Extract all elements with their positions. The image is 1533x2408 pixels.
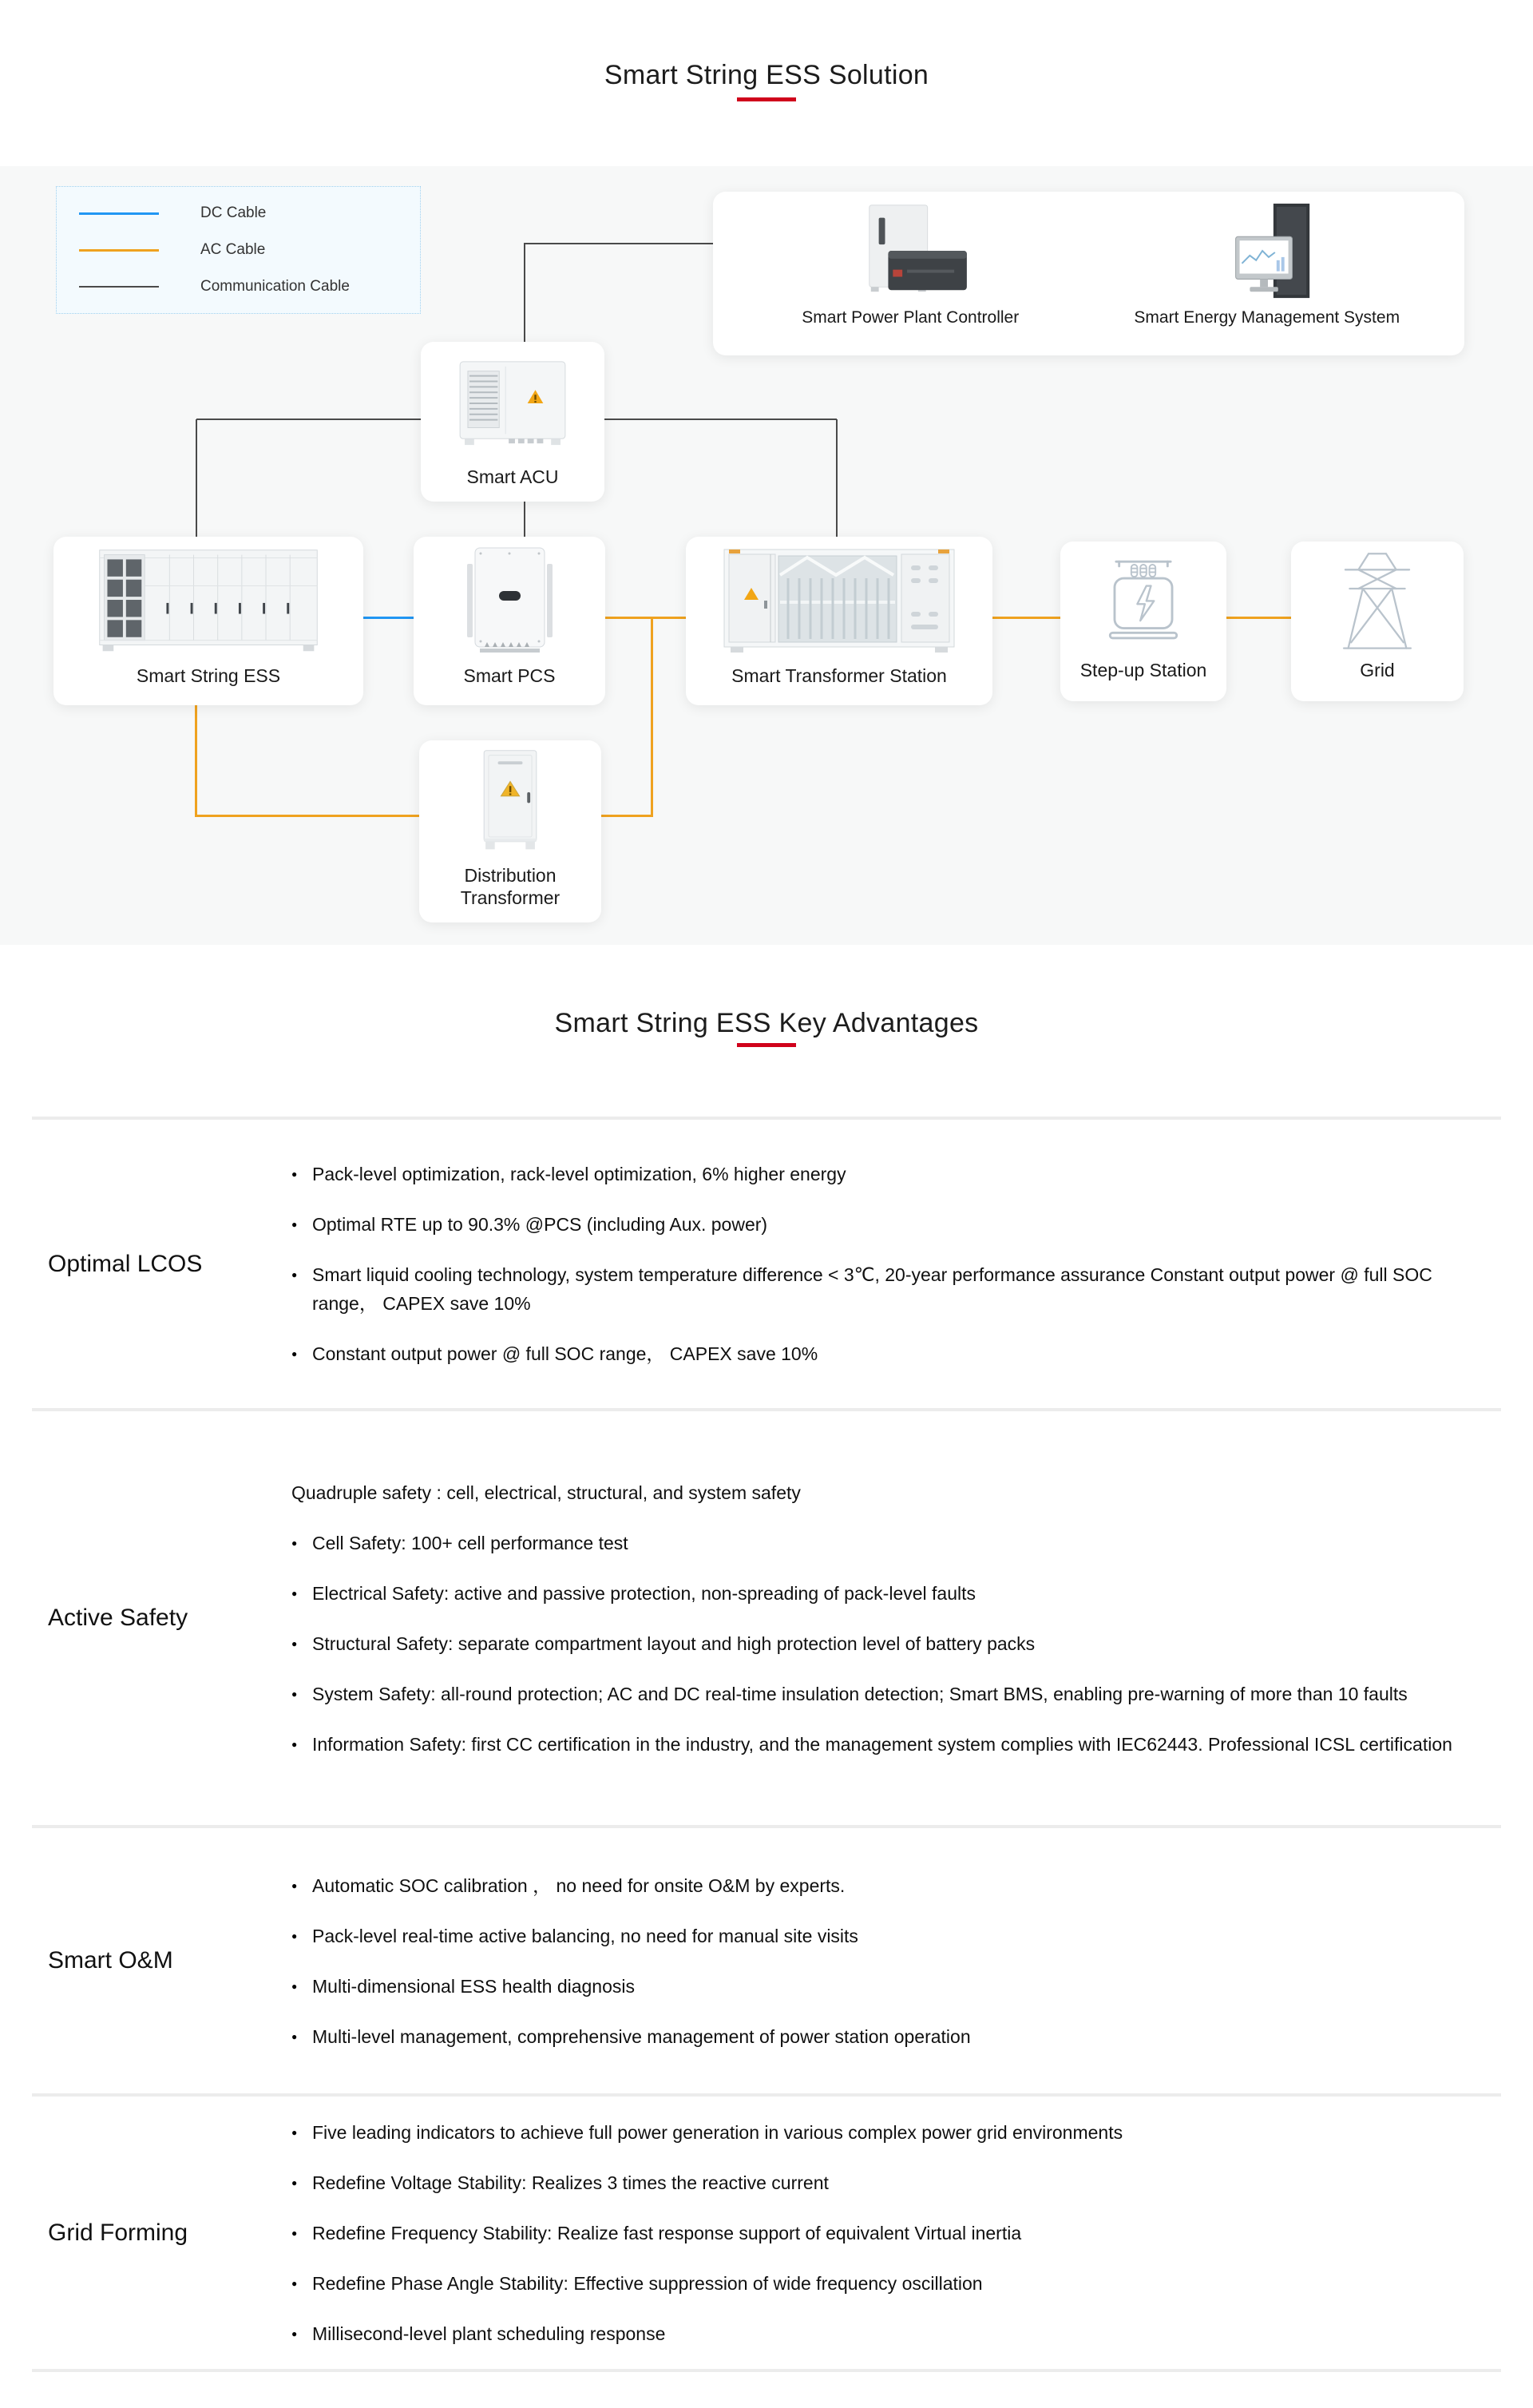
comm-cable-acu-top xyxy=(524,244,525,342)
ac-cable-to-dist-transformer xyxy=(195,815,419,817)
bullet-dot-icon: ● xyxy=(291,1879,298,1891)
bullet-item xyxy=(291,1922,1493,1950)
smart-pcs-icon xyxy=(464,545,556,657)
section-label-active-safety: Active Safety xyxy=(48,1605,188,1631)
bullet-dot-icon: ● xyxy=(291,1269,298,1280)
section-smart-om xyxy=(32,1825,1501,2093)
bullet-dot-icon: ● xyxy=(291,1168,298,1180)
card-smart-power-plant-controller xyxy=(732,200,1089,346)
advantages-title-underline xyxy=(737,1043,796,1047)
smart-string-ess-icon xyxy=(89,542,328,659)
advantages-title: Smart String ESS Key Advantages xyxy=(554,1008,979,1038)
bullet-dot-icon: ● xyxy=(291,2030,298,2042)
smart-power-plant-controller-image xyxy=(732,200,1089,303)
legend-label-dc: DC Cable xyxy=(200,204,267,221)
title-underline xyxy=(737,97,796,101)
bullet-text: Constant output power @ full SOC range， CAPEX save 10% xyxy=(312,1343,818,1364)
bullet-text: Electrical Safety: active and passive protection, non-spreading of pack-level faults xyxy=(312,1582,976,1604)
section-label-smart-om: Smart O&M xyxy=(48,1947,173,1974)
section-content-grid-forming xyxy=(291,2097,1501,2369)
section-optimal-lcos xyxy=(32,1117,1501,1408)
bullet-text: Redefine Phase Angle Stability: Effective suppression of wide frequency oscillation xyxy=(312,2272,983,2294)
bullet-text: Redefine Frequency Stability: Realize fast response support of equivalent Virtual inertia xyxy=(312,2222,1022,2243)
card-control-systems xyxy=(713,192,1464,355)
bullet-dot-icon: ● xyxy=(291,1930,298,1942)
smart-transformer-station-label: Smart Transformer Station xyxy=(731,665,947,687)
bullet-text: Millisecond-level plant scheduling response xyxy=(312,2323,666,2344)
bullet-item xyxy=(291,1579,1493,1608)
bullet-text: Optimal RTE up to 90.3% @PCS (including Aux. power) xyxy=(312,1214,768,1235)
comm-cable-acu-right xyxy=(604,419,837,420)
smart-acu-image xyxy=(421,342,604,466)
ac-cable-swatch xyxy=(79,249,159,252)
grid-label: Grid xyxy=(1360,660,1395,681)
bullet-text: Five leading indicators to achieve full power generation in various complex power grid environments xyxy=(312,2121,1123,2143)
smart-acu-label: Smart ACU xyxy=(466,466,559,488)
bullet-dot-icon: ● xyxy=(291,1587,298,1599)
bullet-text: Information Safety: first CC certification in the industry, and the management system complies with IEC62443. Professional ICSL certification xyxy=(312,1733,1452,1755)
comm-cable-to-transformer-station xyxy=(836,419,838,537)
ac-cable-dist-transformer-up xyxy=(651,618,653,817)
bullet-item xyxy=(291,2118,1493,2147)
communication-cable-swatch xyxy=(79,286,159,288)
smart-string-ess-image xyxy=(53,537,363,664)
bullet-item xyxy=(291,2168,1493,2197)
power-plant-controller-label: Smart Power Plant Controller xyxy=(802,308,1020,327)
grid-image xyxy=(1291,542,1464,659)
bullet-text: Multi-level management, comprehensive management of power station operation xyxy=(312,2025,971,2047)
section-grid-forming xyxy=(32,2093,1501,2372)
comm-cable-to-acu-left xyxy=(196,419,421,420)
bullet-item xyxy=(291,1529,1493,1557)
card-smart-transformer-station xyxy=(686,537,992,705)
card-stepup-station xyxy=(1060,542,1226,701)
bullet-item xyxy=(291,2269,1493,2298)
card-smart-acu xyxy=(421,342,604,502)
bullet-dot-icon: ● xyxy=(291,1980,298,1992)
bullet-item xyxy=(291,1339,1493,1368)
comm-cable-to-controller-card xyxy=(524,243,713,244)
bullet-item xyxy=(291,1680,1493,1708)
bullet-item xyxy=(291,1260,1493,1318)
bullet-dot-icon: ● xyxy=(291,1637,298,1649)
legend-row-comm xyxy=(79,278,420,296)
ac-cable-ess-down xyxy=(195,705,197,817)
bullet-item xyxy=(291,2219,1493,2247)
smart-pcs-image xyxy=(414,537,605,664)
dc-cable-swatch xyxy=(79,212,159,215)
bullet-dot-icon: ● xyxy=(291,2277,298,2289)
bullet-item xyxy=(291,2319,1493,2348)
bullet-text: Cell Safety: 100+ cell performance test xyxy=(312,1532,628,1553)
power-plant-controller-icon xyxy=(846,200,974,303)
card-smart-pcs xyxy=(414,537,605,705)
section-content-smart-om xyxy=(291,1828,1501,2093)
bullet-dot-icon: ● xyxy=(291,1738,298,1750)
bullet-item xyxy=(291,1629,1493,1658)
stepup-station-image xyxy=(1060,542,1226,659)
legend-label-comm: Communication Cable xyxy=(200,278,350,295)
cable-legend xyxy=(56,186,421,314)
dc-cable-ess-to-pcs xyxy=(363,617,414,619)
distribution-transformer-image xyxy=(419,740,601,864)
distribution-transformer-label: Distribution Transformer xyxy=(460,864,561,909)
legend-row-ac xyxy=(79,241,420,259)
grid-tower-icon xyxy=(1329,548,1425,653)
ems-icon xyxy=(1203,200,1331,303)
card-smart-ems xyxy=(1089,200,1446,346)
legend-row-dc xyxy=(79,204,420,222)
smart-string-ess-label: Smart String ESS xyxy=(136,665,281,687)
legend-label-ac: AC Cable xyxy=(200,241,266,258)
card-grid xyxy=(1291,542,1464,701)
bullet-item xyxy=(291,1730,1493,1759)
section-label-grid-forming: Grid Forming xyxy=(48,2219,188,2246)
section-active-safety xyxy=(32,1408,1501,1825)
ems-label: Smart Energy Management System xyxy=(1134,308,1400,327)
bullet-item xyxy=(291,2022,1493,2051)
smart-pcs-label: Smart PCS xyxy=(463,665,556,687)
advantages-table xyxy=(32,1117,1501,2372)
ac-cable-stepup-to-grid xyxy=(1226,617,1291,619)
bullet-dot-icon: ● xyxy=(291,1688,298,1700)
bullet-item xyxy=(291,1972,1493,2001)
bullet-item xyxy=(291,1210,1493,1239)
page-title: Smart String ESS Solution xyxy=(604,60,929,90)
ac-cable-ts-to-stepup xyxy=(992,617,1060,619)
bullet-text: Smart liquid cooling technology, system temperature difference < 3℃, 20-year performance assurance Constant output power @ full SOC range， CAPEX save 10% xyxy=(312,1264,1432,1314)
section-content-active-safety xyxy=(291,1411,1501,1825)
bullet-text: Redefine Voltage Stability: Realizes 3 times the reactive current xyxy=(312,2172,829,2193)
bullet-dot-icon: ● xyxy=(291,2176,298,2188)
smart-transformer-station-image xyxy=(686,537,992,664)
bullet-text: Pack-level optimization, rack-level optimization, 6% higher energy xyxy=(312,1164,846,1184)
bullet-text: Automatic SOC calibration ， no need for onsite O&M by experts. xyxy=(312,1874,846,1896)
bullet-text: Multi-dimensional ESS health diagnosis xyxy=(312,1975,635,1997)
bullet-text: Structural Safety: separate compartment layout and high protection level of battery packs xyxy=(312,1632,1036,1654)
card-distribution-transformer xyxy=(419,740,601,922)
bullet-dot-icon: ● xyxy=(291,2126,298,2138)
section-intro: Quadruple safety : cell, electrical, structural, and system safety xyxy=(291,1482,801,1503)
bullet-dot-icon: ● xyxy=(291,2327,298,2339)
ac-cable-pcs-to-ts xyxy=(605,617,686,619)
bullet-text: Pack-level real-time active balancing, no need for manual site visits xyxy=(312,1925,858,1946)
smart-ems-image xyxy=(1089,200,1446,303)
ac-cable-dist-transformer-right xyxy=(601,815,653,817)
comm-cable-ess-up xyxy=(196,419,197,537)
smart-transformer-station-icon xyxy=(719,543,959,659)
bullet-text: System Safety: all-round protection; AC and DC real-time insulation detection; Smart BMS, enabling pre-warning of more than 10 faults xyxy=(312,1683,1408,1704)
distribution-transformer-icon xyxy=(469,746,553,858)
smart-acu-icon xyxy=(453,357,572,451)
section-content-optimal-lcos xyxy=(291,1120,1501,1408)
section-label-optimal-lcos: Optimal LCOS xyxy=(48,1250,203,1277)
bullet-item xyxy=(291,1871,1493,1900)
bullet-dot-icon: ● xyxy=(291,1219,298,1230)
bullet-dot-icon: ● xyxy=(291,1348,298,1359)
bullet-dot-icon: ● xyxy=(291,2227,298,2239)
stepup-station-label: Step-up Station xyxy=(1079,660,1207,681)
bullet-item xyxy=(291,1160,1493,1188)
stepup-station-icon xyxy=(1095,549,1191,652)
comm-cable-acu-to-pcs xyxy=(524,502,525,537)
card-smart-string-ess xyxy=(53,537,363,705)
bullet-dot-icon: ● xyxy=(291,1537,298,1549)
